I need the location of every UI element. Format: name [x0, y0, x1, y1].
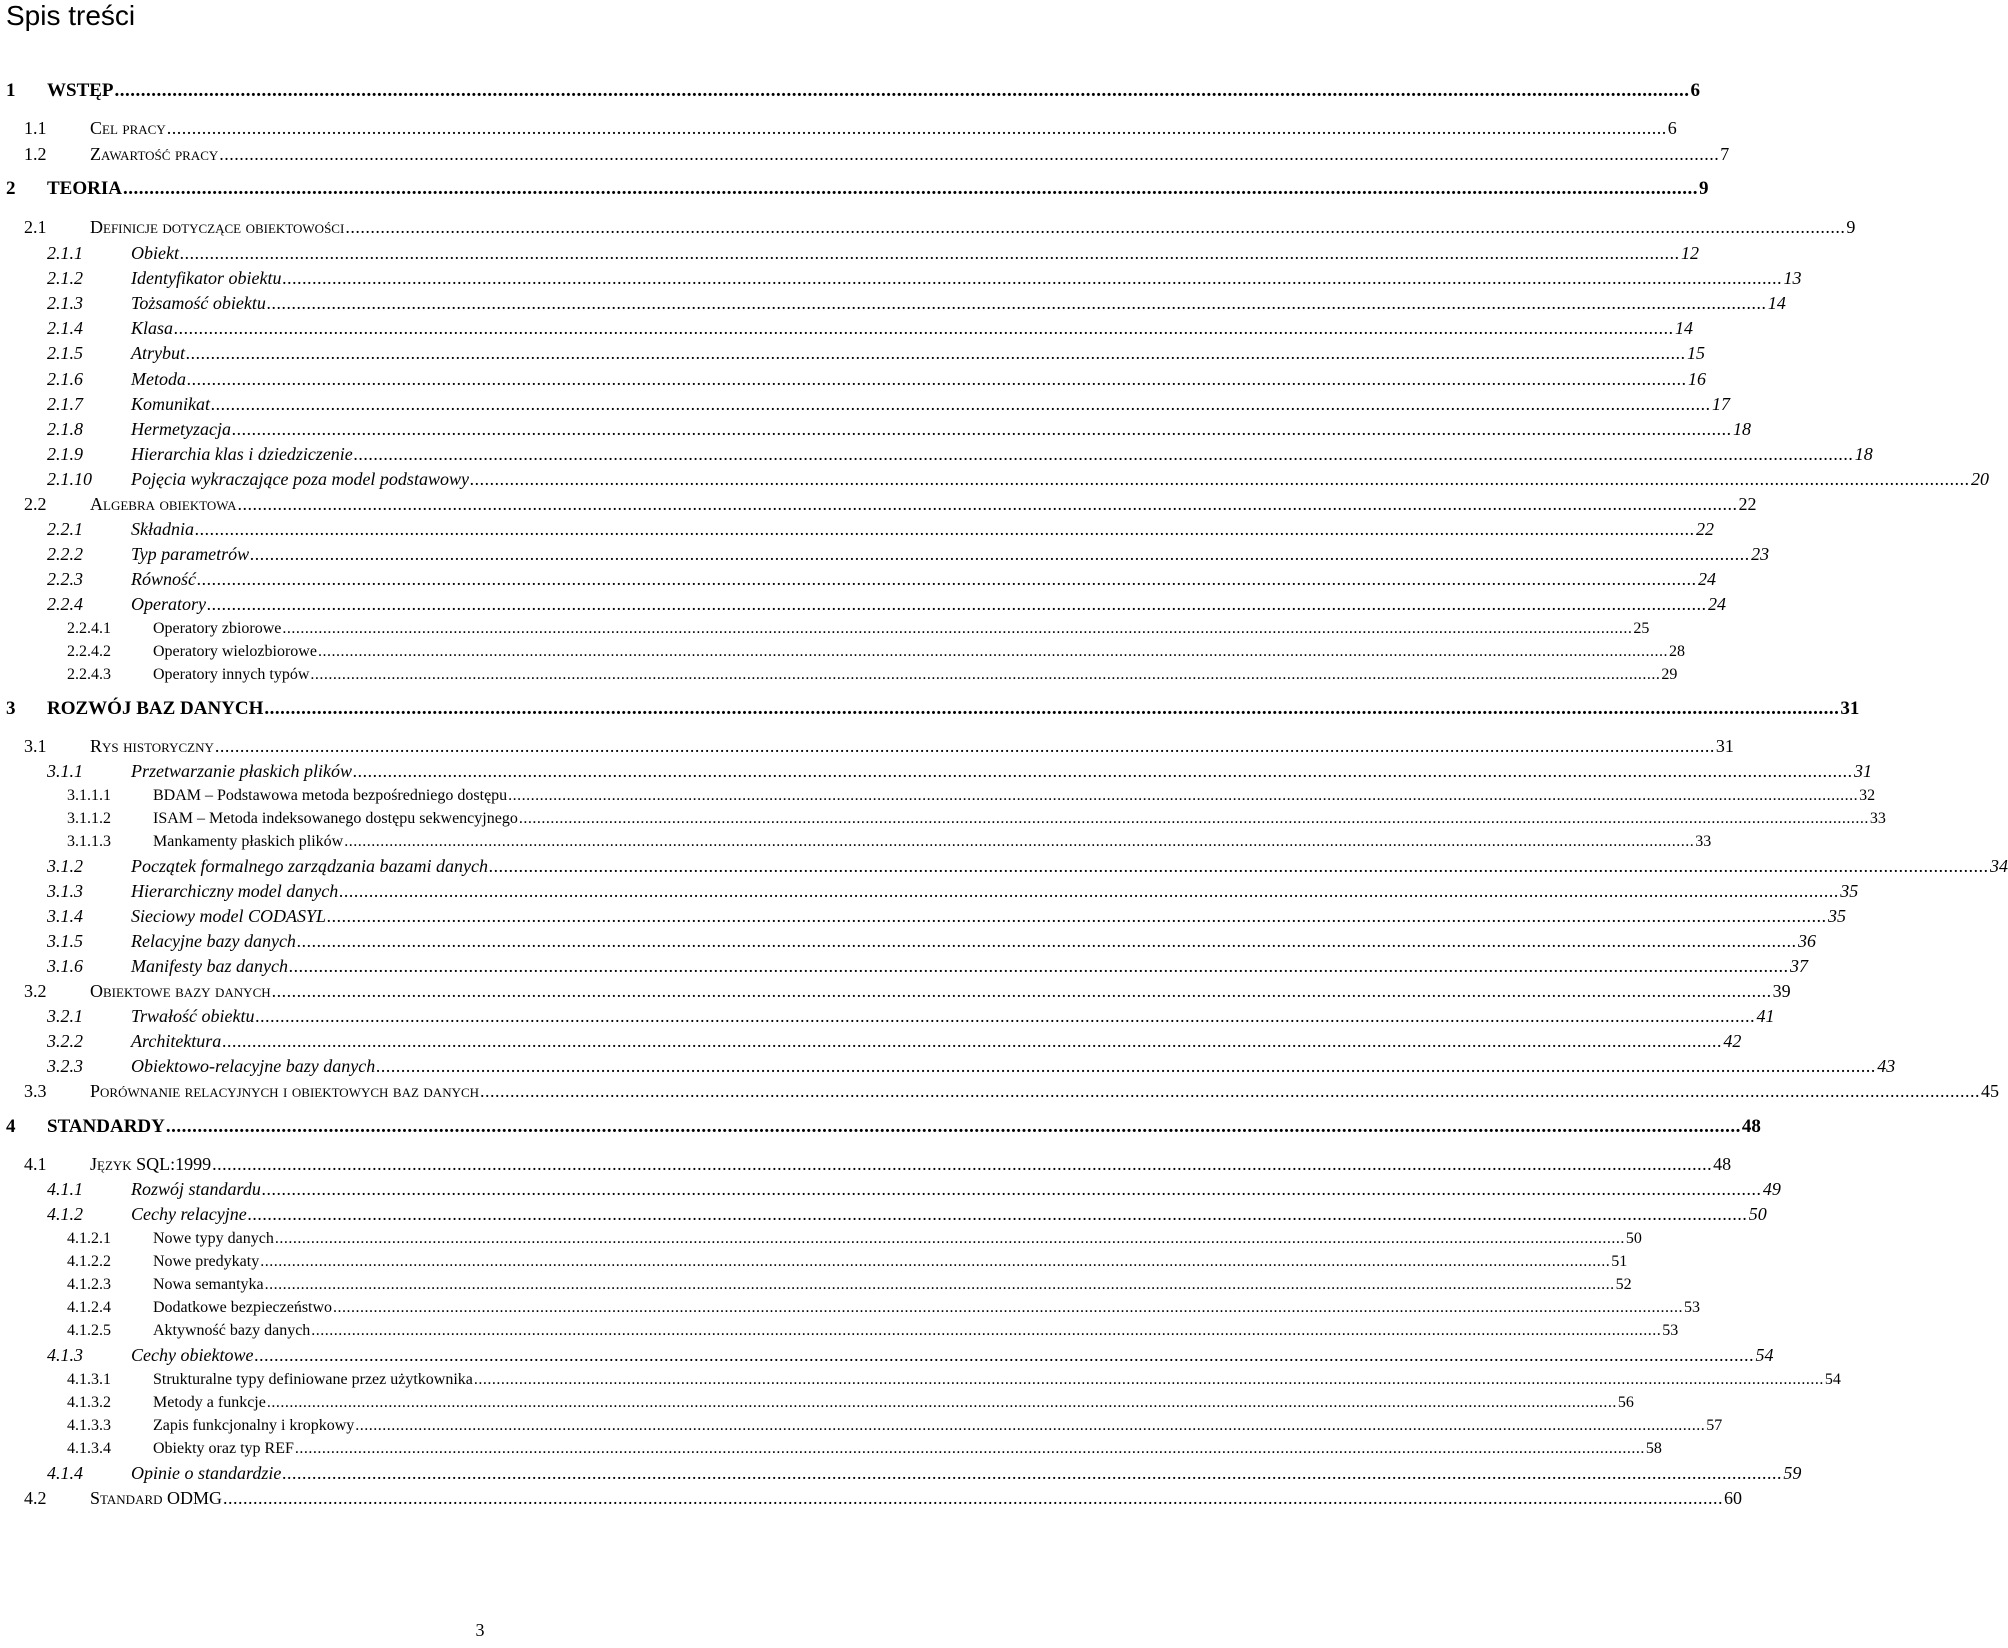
toc-leader-dots: ............................................................................................................................................................................................................................................................................................................: [288, 956, 1789, 976]
toc-entry-page: 59: [1783, 1463, 1802, 1483]
toc-entry-page: 60: [1724, 1488, 1743, 1508]
toc-entry[interactable]: [0, 978, 1791, 1004]
toc-entry-page: 33: [1869, 810, 1886, 827]
toc-entry-page: 22: [1696, 519, 1714, 539]
toc-entry-title: Hermetyzacja: [131, 419, 231, 439]
toc-entry-page: 14: [1675, 318, 1694, 338]
toc-entry-number: 2.1.8: [47, 419, 83, 439]
toc-entry-page: 35: [1840, 881, 1859, 901]
toc-entry-title: Strukturalne typy definiowane przez użytkownika: [153, 1371, 473, 1388]
toc-entry[interactable]: [0, 662, 1678, 688]
toc-entry-page: 53: [1662, 1322, 1679, 1339]
toc-entry-page: 13: [1783, 268, 1802, 288]
toc-entry-number: 1.2: [24, 144, 47, 164]
toc-entry-number: 2.1.9: [47, 444, 83, 464]
toc-entry[interactable]: [0, 1078, 2000, 1104]
toc-entry-page: 7: [1720, 144, 1730, 164]
toc-entry-number: 1.1: [24, 118, 47, 138]
toc-entry[interactable]: [0, 853, 2008, 879]
toc-entry[interactable]: [0, 340, 1705, 366]
toc-entry-number: 3.1.2: [47, 856, 83, 876]
toc-entry-page: 29: [1661, 666, 1678, 683]
toc-entry-title: Klasa: [131, 318, 174, 338]
toc-entry-title: Cechy obiektowe: [131, 1345, 254, 1365]
toc-entry-number: 2: [6, 178, 16, 199]
toc-leader-dots: ............................................................................................................................................................................................................................................................................................................: [282, 268, 1783, 288]
toc-entry-number: 2.2.4.2: [67, 643, 111, 660]
toc-entry-title: Algebra obiektowa: [90, 494, 237, 514]
toc-leader-dots: ............................................................................................................................................................................................................................................................................................................: [214, 736, 1715, 756]
toc-entry-number: 2.1.3: [47, 293, 83, 313]
toc-entry-page: 52: [1615, 1276, 1632, 1293]
toc-entry-number: 3: [6, 698, 16, 719]
toc-entry-page: 54: [1755, 1345, 1774, 1365]
toc-entry[interactable]: [0, 290, 1786, 316]
toc-leader-dots: ............................................................................................................................................................................................................................................................................................................: [376, 1056, 1877, 1076]
toc-leader-dots: ............................................................................................................................................................................................................................................................................................................: [353, 444, 1854, 464]
toc-leader-dots: ............................................................................................................................................................................................................................................................................................................: [197, 569, 1697, 589]
toc-entry-title: ROZWÓJ BAZ DANYCH: [47, 698, 264, 719]
page-number: 3: [475, 1620, 485, 1640]
toc-entry[interactable]: [0, 141, 1730, 167]
toc-entry-number: 4.1.3.4: [67, 1440, 111, 1457]
toc-leader-dots: ............................................................................................................................................................................................................................................................................................................: [264, 1276, 1615, 1293]
toc-leader-dots: ............................................................................................................................................................................................................................................................................................................: [352, 761, 1853, 781]
toc-leader-dots: ............................................................................................................................................................................................................................................................................................................: [282, 1463, 1783, 1483]
toc-leader-dots: ............................................................................................................................................................................................................................................................................................................: [212, 1154, 1713, 1174]
toc-entry-title: Mankamenty płaskich plików: [153, 833, 344, 850]
toc-entry-title: Tożsamość obiektu: [131, 293, 266, 313]
toc-entry[interactable]: [0, 265, 1802, 291]
toc-entry-number: 4.1.2.2: [67, 1253, 111, 1270]
toc-leader-dots: ............................................................................................................................................................................................................................................................................................................: [174, 318, 1675, 338]
toc-entry-number: 4.1.2.1: [67, 1230, 111, 1247]
toc-entry-page: 56: [1617, 1394, 1634, 1411]
toc-leader-dots: ............................................................................................................................................................................................................................................................................................................: [255, 1006, 1756, 1026]
toc-leader-dots: ............................................................................................................................................................................................................................................................................................................: [339, 881, 1840, 901]
toc-entry-page: 24: [1698, 569, 1716, 589]
toc-entry[interactable]: [0, 1003, 1775, 1029]
toc-leader-dots: ............................................................................................................................................................................................................................................................................................................: [223, 1488, 1724, 1508]
toc-entry-number: 3.1.1.3: [67, 833, 111, 850]
toc-leader-dots: ............................................................................................................................................................................................................................................................................................................: [480, 1081, 1981, 1101]
toc-entry-title: STANDARDY: [47, 1116, 165, 1137]
toc-entry[interactable]: [0, 696, 1860, 722]
toc-entry-page: 18: [1854, 444, 1873, 464]
toc-entry[interactable]: [0, 878, 1859, 904]
toc-leader-dots: ............................................................................................................................................................................................................................................................................................................: [294, 1440, 1645, 1457]
toc-entry-page: 48: [1713, 1154, 1732, 1174]
toc-entry-title: Rys historyczny: [90, 736, 214, 756]
toc-leader-dots: ............................................................................................................................................................................................................................................................................................................: [261, 1179, 1762, 1199]
toc-entry[interactable]: [0, 1114, 1761, 1140]
toc-leader-dots: ............................................................................................................................................................................................................................................................................................................: [327, 906, 1827, 926]
toc-entry-number: 4.1.4: [47, 1463, 83, 1483]
toc-entry-title: BDAM – Podstawowa metoda bezpośredniego dostępu: [153, 787, 508, 804]
toc-entry-page: 31: [1840, 698, 1860, 719]
toc-entry-page: 39: [1772, 981, 1791, 1001]
toc-entry[interactable]: [0, 214, 1856, 240]
toc-entry-page: 6: [1690, 80, 1701, 101]
toc-entry-page: 24: [1708, 594, 1726, 614]
toc-leader-dots: ............................................................................................................................................................................................................................................................................................................: [231, 419, 1732, 439]
toc-leader-dots: ............................................................................................................................................................................................................................................................................................................: [266, 1394, 1617, 1411]
toc-entry-number: 3.1.3: [47, 881, 83, 901]
toc-entry-number: 3.1.1: [47, 761, 83, 781]
toc-entry-page: 58: [1645, 1440, 1662, 1457]
toc-entry-title: Sieciowy model CODASYL: [131, 906, 326, 926]
toc-entry-page: 9: [1698, 178, 1709, 199]
toc-leader-dots: ............................................................................................................................................................................................................................................................................................................: [247, 1204, 1748, 1224]
toc-leader-dots: ............................................................................................................................................................................................................................................................................................................: [345, 217, 1846, 237]
toc-entry-number: 2.2.4.3: [67, 666, 111, 683]
toc-entry-number: 3.1: [24, 736, 47, 756]
toc-entry-title: WSTĘP: [47, 80, 114, 101]
toc-entry-page: 48: [1741, 1116, 1761, 1137]
toc-entry[interactable]: [0, 78, 1701, 104]
toc-leader-dots: ............................................................................................................................................................................................................................................................................................................: [165, 1116, 1741, 1137]
toc-entry-title: Język SQL:1999: [90, 1154, 212, 1174]
toc-entry[interactable]: [0, 758, 1872, 784]
toc-entry-number: 2.1.7: [47, 394, 83, 414]
toc-entry-page: 17: [1712, 394, 1730, 414]
toc-entry[interactable]: [0, 928, 1816, 954]
toc-entry-page: 50: [1748, 1204, 1767, 1224]
toc-leader-dots: ............................................................................................................................................................................................................................................................................................................: [122, 178, 1698, 199]
toc-entry-number: 2.1.4: [47, 318, 83, 338]
toc-leader-dots: ............................................................................................................................................................................................................................................................................................................: [260, 1253, 1611, 1270]
toc-entry-number: 3.2.2: [47, 1031, 83, 1051]
toc-leader-dots: ............................................................................................................................................................................................................................................................................................................: [266, 293, 1767, 313]
toc-leader-dots: ............................................................................................................................................................................................................................................................................................................: [186, 369, 1687, 389]
toc-entry-page: 51: [1611, 1253, 1628, 1270]
toc-entry-page: 23: [1751, 544, 1770, 564]
toc-entry-title: Typ parametrów: [131, 544, 250, 564]
toc-entry-number: 3.1.4: [47, 906, 83, 926]
toc-entry-page: 12: [1680, 243, 1699, 263]
toc-entry-number: 4.2: [24, 1488, 47, 1508]
toc-leader-dots: ............................................................................................................................................................................................................................................................................................................: [344, 833, 1695, 850]
toc-entry[interactable]: [0, 591, 1726, 617]
toc-entry-page: 18: [1732, 419, 1751, 439]
toc-entry-number: 3.1.5: [47, 931, 83, 951]
toc-entry-title: Metoda: [131, 369, 186, 389]
toc-entry-title: Operatory: [131, 594, 206, 614]
toc-entry-number: 3.1.6: [47, 956, 83, 976]
toc-entry-number: 4.1.2.4: [67, 1299, 111, 1316]
toc-entry-title: TEORIA: [47, 178, 122, 199]
toc-entry-title: Metody a funkcje: [153, 1394, 266, 1411]
toc-leader-dots: ............................................................................................................................................................................................................................................................................................................: [271, 981, 1772, 1001]
toc-entry-number: 4.1.3: [47, 1345, 83, 1365]
toc-entry-number: 3.2.3: [47, 1056, 83, 1076]
toc-entry-title: Cel pracy: [90, 118, 166, 138]
toc-entry-number: 4.1: [24, 1154, 47, 1174]
toc-entry-page: 16: [1687, 369, 1706, 389]
toc-entry-number: 2.2: [24, 494, 47, 514]
toc-entry[interactable]: [0, 953, 1808, 979]
toc-entry[interactable]: [0, 541, 1770, 567]
toc-entry-title: Początek formalnego zarządzania bazami danych: [131, 856, 488, 876]
toc-leader-dots: ............................................................................................................................................................................................................................................................................................................: [508, 787, 1859, 804]
toc-entry-number: 2.1.10: [47, 469, 92, 489]
toc-leader-dots: ............................................................................................................................................................................................................................................................................................................: [195, 519, 1695, 539]
toc-entry-number: 4.1.3.2: [67, 1394, 111, 1411]
toc-entry[interactable]: [0, 1151, 1732, 1177]
toc-entry-title: Hierarchia klas i dziedziczenie: [131, 444, 353, 464]
toc-leader-dots: ............................................................................................................................................................................................................................................................................................................: [488, 856, 1989, 876]
toc-entry-number: 4.1.1: [47, 1179, 83, 1199]
toc-entry[interactable]: [0, 1053, 1896, 1079]
toc-entry-title: Architektura: [131, 1031, 222, 1051]
toc-leader-dots: ............................................................................................................................................................................................................................................................................................................: [518, 810, 1869, 827]
toc-entry-page: 31: [1853, 761, 1872, 781]
toc-leader-dots: ............................................................................................................................................................................................................................................................................................................: [282, 620, 1633, 637]
toc-entry-number: 4.1.2.3: [67, 1276, 111, 1293]
toc-leader-dots: ............................................................................................................................................................................................................................................................................................................: [186, 343, 1686, 363]
toc-entry-title: Obiekt: [131, 243, 179, 263]
toc-entry-number: 3.3: [24, 1081, 47, 1101]
toc-entry-title: Obiektowe bazy danych: [90, 981, 271, 1001]
toc-entry[interactable]: [0, 733, 1734, 759]
toc-entry-page: 50: [1625, 1230, 1642, 1247]
toc-entry-page: 43: [1877, 1056, 1896, 1076]
toc-leader-dots: ............................................................................................................................................................................................................................................................................................................: [469, 469, 1970, 489]
toc-entry-page: 34: [1989, 856, 2008, 876]
toc-entry-page: 33: [1695, 833, 1712, 850]
toc-entry[interactable]: [0, 115, 1677, 141]
toc-entry-number: 2.2.2: [47, 544, 83, 564]
toc-leader-dots: ............................................................................................................................................................................................................................................................................................................: [317, 643, 1668, 660]
toc-entry-page: 41: [1756, 1006, 1775, 1026]
toc-leader-dots: ............................................................................................................................................................................................................................................................................................................: [207, 594, 1707, 614]
toc-entry[interactable]: [0, 315, 1694, 341]
toc-entry-title: Hierarchiczny model danych: [131, 881, 339, 901]
toc-entry-title: Komunikat: [131, 394, 210, 414]
toc-entry[interactable]: [0, 516, 1714, 542]
toc-entry-number: 4.1.3.3: [67, 1417, 111, 1434]
toc-leader-dots: ............................................................................................................................................................................................................................................................................................................: [219, 144, 1720, 164]
toc-entry-title: Obiekty oraz typ REF: [153, 1440, 294, 1457]
toc-leader-dots: ............................................................................................................................................................................................................................................................................................................: [311, 1322, 1662, 1339]
toc-entry-title: Pojęcia wykraczające poza model podstawowy: [131, 469, 469, 489]
toc-leader-dots: ............................................................................................................................................................................................................................................................................................................: [355, 1417, 1706, 1434]
toc-entry-number: 2.1.6: [47, 369, 83, 389]
toc-entry[interactable]: [0, 441, 1873, 467]
toc-entry[interactable]: [0, 1176, 1781, 1202]
toc-entry-page: 57: [1706, 1417, 1723, 1434]
toc-entry-number: 2.2.3: [47, 569, 83, 589]
toc-entry-title: ISAM – Metoda indeksowanego dostępu sekwencyjnego: [153, 810, 518, 827]
toc-entry-page: 53: [1684, 1299, 1701, 1316]
toc-entry-number: 2.1.1: [47, 243, 83, 263]
toc-entry-page: 14: [1767, 293, 1786, 313]
toc-leader-dots: ............................................................................................................................................................................................................................................................................................................: [179, 243, 1680, 263]
toc-entry-title: Nowa semantyka: [153, 1276, 264, 1293]
toc-entry-title: Równość: [131, 569, 196, 589]
toc-entry[interactable]: [0, 1342, 1774, 1368]
toc-entry-title: Identyfikator obiektu: [131, 268, 282, 288]
toc-entry-page: 28: [1668, 643, 1685, 660]
toc-entry-number: 3.1.1.1: [67, 787, 111, 804]
toc-entry-page: 45: [1981, 1081, 2000, 1101]
toc-entry[interactable]: [0, 366, 1706, 392]
toc-entry[interactable]: [0, 416, 1751, 442]
toc-entry-page: 54: [1824, 1371, 1841, 1388]
toc-entry-number: 3.2: [24, 981, 47, 1001]
toc-entry-title: Zapis funkcjonalny i kropkowy: [153, 1417, 355, 1434]
toc-entry-page: 36: [1797, 931, 1816, 951]
toc-entry[interactable]: [0, 466, 1989, 492]
toc-leader-dots: ............................................................................................................................................................................................................................................................................................................: [333, 1299, 1684, 1316]
toc-entry-title: Zawartość pracy: [90, 144, 219, 164]
toc-entry[interactable]: [0, 1318, 1679, 1344]
toc-entry-page: 37: [1789, 956, 1808, 976]
toc-leader-dots: ............................................................................................................................................................................................................................................................................................................: [250, 544, 1751, 564]
toc-entry-title: Cechy relacyjne: [131, 1204, 247, 1224]
toc-entry[interactable]: [0, 903, 1846, 929]
toc-entry-page: 25: [1633, 620, 1650, 637]
toc-entry-title: Przetwarzanie płaskich plików: [131, 761, 352, 781]
toc-entry[interactable]: [0, 1028, 1742, 1054]
toc-entry-number: 2.1.2: [47, 268, 83, 288]
toc-entry-title: Opinie o standardzie: [131, 1463, 282, 1483]
toc-entry[interactable]: [0, 829, 1712, 855]
toc-entry[interactable]: [0, 176, 1709, 202]
toc-leader-dots: ............................................................................................................................................................................................................................................................................................................: [310, 666, 1661, 683]
toc-entry-number: 2.1.5: [47, 343, 83, 363]
toc-entry-title: Standard ODMG: [90, 1488, 223, 1508]
toc-entry-title: Operatory zbiorowe: [153, 620, 282, 637]
toc-leader-dots: ............................................................................................................................................................................................................................................................................................................: [264, 698, 1840, 719]
toc-entry-number: 3.2.1: [47, 1006, 83, 1026]
toc-entry[interactable]: [0, 491, 1757, 517]
toc-entry[interactable]: [0, 1436, 1662, 1462]
toc-entry-title: Trwałość obiektu: [131, 1006, 255, 1026]
toc-entry-number: 2.1: [24, 217, 47, 237]
toc-entry-title: Manifesty baz danych: [131, 956, 288, 976]
toc-entry-page: 31: [1715, 736, 1734, 756]
toc-entry-title: Nowe typy danych: [153, 1230, 274, 1247]
toc-entry-number: 4.1.2: [47, 1204, 83, 1224]
toc-entry-title: Nowe predykaty: [153, 1253, 260, 1270]
toc-entry-page: 42: [1723, 1031, 1742, 1051]
toc-entry-title: Składnia: [131, 519, 194, 539]
toc-leader-dots: ............................................................................................................................................................................................................................................................................................................: [114, 80, 1690, 101]
toc-entry-number: 2.2.4.1: [67, 620, 111, 637]
toc-leader-dots: ............................................................................................................................................................................................................................................................................................................: [274, 1230, 1625, 1247]
toc-entry-page: 20: [1970, 469, 1989, 489]
toc-entry-page: 32: [1859, 787, 1876, 804]
toc-entry-number: 1: [6, 80, 16, 101]
toc-entry[interactable]: [0, 1460, 1802, 1486]
toc-entry-title: Relacyjne bazy danych: [131, 931, 296, 951]
toc-entry[interactable]: [0, 566, 1716, 592]
toc-leader-dots: ............................................................................................................................................................................................................................................................................................................: [166, 118, 1667, 138]
toc-entry-title: Atrybut: [131, 343, 185, 363]
toc-entry-title: Porównanie relacyjnych i obiektowych baz danych: [90, 1081, 480, 1101]
toc-entry-page: 9: [1846, 217, 1856, 237]
toc-leader-dots: ............................................................................................................................................................................................................................................................................................................: [222, 1031, 1723, 1051]
toc-leader-dots: ............................................................................................................................................................................................................................................................................................................: [296, 931, 1797, 951]
toc-entry[interactable]: [0, 1201, 1767, 1227]
toc-leader-dots: ............................................................................................................................................................................................................................................................................................................: [237, 494, 1738, 514]
page-title: Spis treści: [6, 0, 136, 31]
toc-entry-title: Operatory innych typów: [153, 666, 310, 683]
toc-entry-title: Aktywność bazy danych: [153, 1322, 311, 1339]
toc-entry-number: 4: [6, 1116, 16, 1137]
toc-entry-page: 6: [1667, 118, 1677, 138]
toc-entry-title: Definicje dotyczące obiektowości: [90, 217, 345, 237]
toc-entry[interactable]: [0, 391, 1730, 417]
toc-entry-number: 2.2.1: [47, 519, 83, 539]
toc-entry-page: 49: [1762, 1179, 1781, 1199]
toc-leader-dots: ............................................................................................................................................................................................................................................................................................................: [254, 1345, 1755, 1365]
toc-entry-title: Operatory wielozbiorowe: [153, 643, 317, 660]
toc-entry-number: 2.2.4: [47, 594, 83, 614]
toc-entry-title: Rozwój standardu: [131, 1179, 261, 1199]
toc-entry-title: Obiektowo-relacyjne bazy danych: [131, 1056, 376, 1076]
toc-entry-page: 15: [1687, 343, 1705, 363]
toc-leader-dots: ............................................................................................................................................................................................................................................................................................................: [211, 394, 1711, 414]
toc-entry-number: 4.1.3.1: [67, 1371, 111, 1388]
toc-entry-page: 22: [1738, 494, 1757, 514]
toc-entry-number: 4.1.2.5: [67, 1322, 111, 1339]
toc-entry[interactable]: [0, 1485, 1743, 1511]
toc-entry[interactable]: [0, 240, 1699, 266]
toc-leader-dots: ............................................................................................................................................................................................................................................................................................................: [473, 1371, 1824, 1388]
toc-entry-title: Dodatkowe bezpieczeństwo: [153, 1299, 333, 1316]
toc-entry-number: 3.1.1.2: [67, 810, 111, 827]
toc-entry-page: 35: [1828, 906, 1846, 926]
